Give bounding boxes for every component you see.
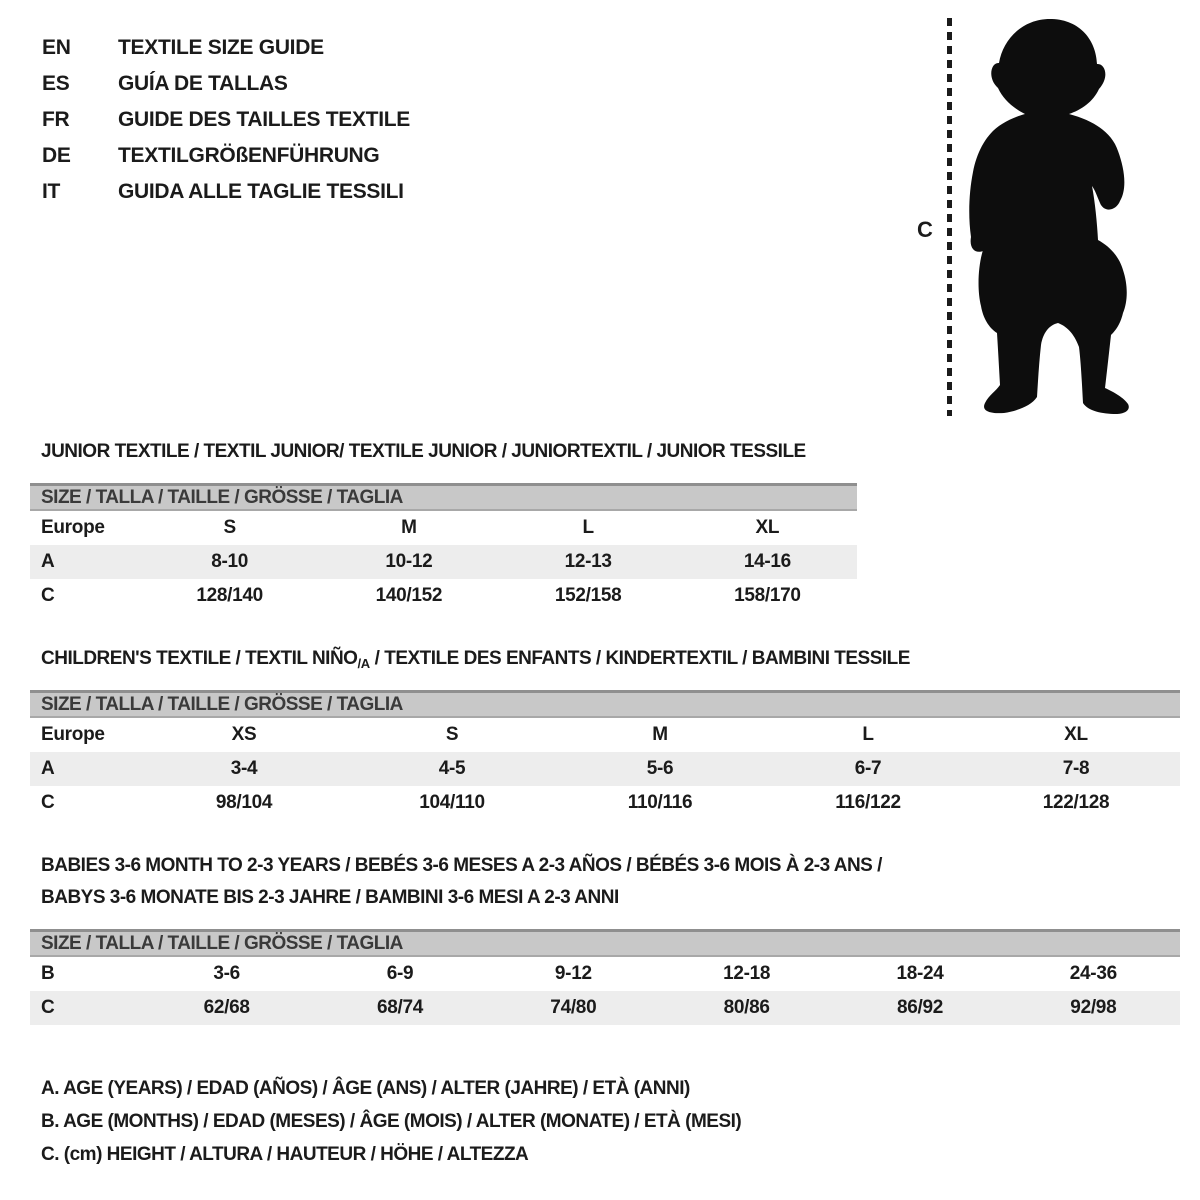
language-row [42, 102, 410, 138]
footnote-line: B. AGE (MONTHS) / EDAD (MESES) / ÂGE (MOIS) / ALTER (MONATE) / ETÀ (MESI) [41, 1111, 742, 1132]
cell: 158/170 [734, 585, 801, 606]
section-title-segment: CHILDREN'S TEXTILE / TEXTIL NIÑO [41, 648, 358, 669]
cell: 6-9 [386, 963, 414, 984]
table-row [30, 718, 1180, 752]
language-code: IT [42, 180, 61, 203]
cell: M [401, 517, 417, 538]
cell: XL [1064, 724, 1088, 745]
size-header-band [30, 483, 857, 511]
cell: 104/110 [419, 792, 485, 813]
cell: S [223, 517, 236, 538]
table-rows [30, 957, 1180, 1025]
table-rows [30, 511, 857, 613]
table-row [30, 579, 857, 613]
language-code: EN [42, 36, 71, 59]
cell: 9-12 [554, 963, 592, 984]
cell: 6-7 [854, 758, 882, 779]
language-row [42, 174, 410, 210]
row-label: Europe [41, 724, 105, 745]
section-title-segment: JUNIOR TEXTILE / TEXTIL JUNIOR/ TEXTILE JUNIOR / JUNIORTEXTIL / JUNIOR TESSILE [41, 441, 806, 462]
section-children [30, 643, 1180, 813]
cell: 74/80 [550, 997, 597, 1018]
cell: 3-4 [230, 758, 258, 779]
cell: 140/152 [375, 585, 443, 606]
language-guide-title: GUIDA ALLE TAGLIE TESSILI [118, 180, 404, 203]
baby-silhouette-icon [890, 0, 1200, 430]
cell: 18-24 [896, 963, 944, 984]
table-row [30, 786, 1180, 820]
cell: 14-16 [743, 551, 791, 572]
table-row [30, 511, 857, 545]
cell: L [862, 724, 874, 745]
language-row [42, 30, 410, 66]
language-guide-title: GUIDE DES TAILLES TEXTILE [118, 108, 410, 131]
cell: 98/104 [215, 792, 273, 813]
table-row [30, 545, 857, 579]
language-guide-title: TEXTILE SIZE GUIDE [118, 36, 324, 59]
language-guide-title: GUÍA DE TALLAS [118, 72, 288, 95]
row-label: C [41, 585, 55, 606]
cell: 62/68 [203, 997, 250, 1018]
size-header-band [30, 929, 1180, 957]
cell: XS [231, 724, 257, 745]
cell: 68/74 [376, 997, 424, 1018]
section-babies [30, 850, 1180, 1018]
row-label: A [41, 551, 55, 572]
footnotes [41, 1072, 741, 1171]
table-row [30, 957, 1180, 991]
cell: 110/116 [627, 792, 693, 813]
language-row [42, 138, 410, 174]
section-title-subscript: /A [357, 656, 370, 671]
section-title [30, 850, 1180, 882]
cell: 12-13 [564, 551, 612, 572]
cell: 92/98 [1070, 997, 1117, 1018]
size-table [30, 929, 1180, 1025]
footnote-line: A. AGE (YEARS) / EDAD (AÑOS) / ÂGE (ANS) / ALTER (JAHRE) / ETÀ (ANNI) [41, 1078, 690, 1099]
section-junior [30, 436, 857, 606]
row-label: C [41, 997, 55, 1018]
section-title-segment: BABIES 3-6 MONTH TO 2-3 YEARS / BEBÉS 3-6 MESES A 2-3 AÑOS / BÉBÉS 3-6 MOIS À 2-3 ANS / [41, 855, 882, 876]
cell: XL [755, 517, 780, 538]
language-title-list [42, 30, 410, 210]
cell: 3-6 [213, 963, 240, 984]
language-guide-title: TEXTILGRÖßENFÜHRUNG [118, 144, 380, 167]
size-header-label: SIZE / TALLA / TAILLE / GRÖSSE / TAGLIA [41, 486, 403, 508]
language-row [42, 66, 410, 102]
cell: S [445, 724, 459, 745]
section-title-segment: / TEXTILE DES ENFANTS / KINDERTEXTIL / BAMBINI TESSILE [369, 648, 910, 669]
size-table [30, 690, 1180, 820]
cell: 80/86 [723, 997, 770, 1018]
language-code: DE [42, 144, 71, 167]
cell: L [582, 517, 594, 538]
cell: 24-36 [1069, 963, 1117, 984]
cell: 12-18 [723, 963, 771, 984]
height-measure-label: C [917, 217, 933, 242]
language-code: FR [42, 108, 70, 131]
cell: 8-10 [211, 551, 249, 572]
footnote-line: C. (cm) HEIGHT / ALTURA / HAUTEUR / HÖHE / ALTEZZA [41, 1144, 529, 1165]
table-row [30, 991, 1180, 1025]
language-code: ES [42, 72, 70, 95]
section-title-segment: BABYS 3-6 MONATE BIS 2-3 JAHRE / BAMBINI 3-6 MESI A 2-3 ANNI [41, 887, 619, 908]
size-header-label: SIZE / TALLA / TAILLE / GRÖSSE / TAGLIA [41, 932, 403, 954]
cell: M [652, 724, 668, 745]
table-row [30, 752, 1180, 786]
size-table [30, 483, 857, 613]
row-label: A [41, 758, 55, 779]
cell: 86/92 [896, 997, 944, 1018]
section-title [30, 882, 1180, 914]
section-title [30, 436, 857, 468]
size-header-label: SIZE / TALLA / TAILLE / GRÖSSE / TAGLIA [41, 693, 403, 715]
table-rows [30, 718, 1180, 820]
cell: 5-6 [646, 758, 674, 779]
row-label: C [41, 792, 55, 813]
cell: 122/128 [1042, 792, 1110, 813]
cell: 152/158 [554, 585, 622, 606]
cell: 7-8 [1062, 758, 1090, 779]
cell: 116/122 [835, 792, 901, 813]
baby-silhouette-path [969, 19, 1129, 414]
section-title [30, 643, 1180, 676]
cell: 128/140 [196, 585, 263, 606]
row-label: B [41, 963, 55, 984]
cell: 4-5 [438, 758, 466, 779]
cell: 10-12 [385, 551, 433, 572]
row-label: Europe [41, 517, 105, 538]
size-header-band [30, 690, 1180, 718]
